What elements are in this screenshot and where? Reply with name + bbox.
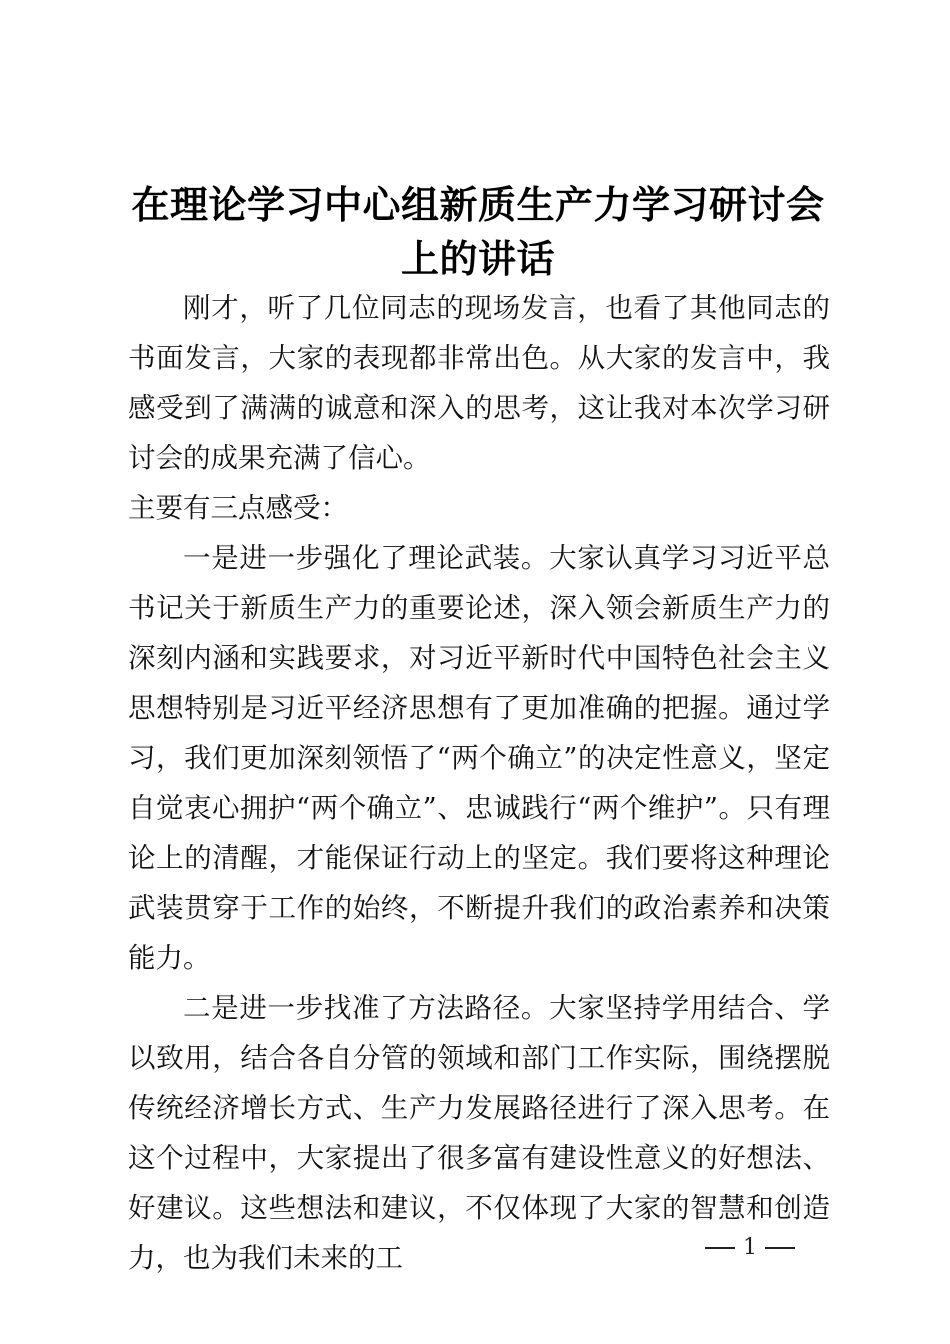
paragraph-point-one: 一是进一步强化了理论武装。大家认真学习习近平总书记关于新质生产力的重要论述，深入领会新质生产力的深刻内涵和实践要求，对习近平新时代中国特色社会主义思想特别是习近平经济思想有了更加准确的把握。通过学习，我们更加深刻领悟了“两个确立”的决定性意义，坚定自觉衷心拥护“两个确立”、忠诚践行“两个维护”。只有理论上的清醒，才能保证行动上的坚定。我们要将这种理论武装贯穿于工作的始终，不断提升我们的政治素养和决策能力。 [128, 542, 830, 974]
document-body [128, 283, 830, 1283]
page-number: 1 [743, 1235, 757, 1260]
paragraph-summary-intro: 主要有三点感受： [128, 492, 348, 524]
footer-dash-left [705, 1247, 735, 1249]
page-footer [600, 1235, 900, 1260]
document-title: 在理论学习中心组新质生产力学习研讨会上的讲话 [131, 182, 825, 281]
paragraph-opening: 刚才，听了几位同志的现场发言，也看了其他同志的书面发言，大家的表现都非常出色。从大家的发言中，我感受到了满满的诚意和深入的思考，这让我对本次学习研讨会的成果充满了信心。 [128, 292, 830, 474]
paragraph-point-two: 二是进一步找准了方法路径。大家坚持学用结合、学以致用，结合各自分管的领域和部门工作实际，围绕摆脱传统经济增长方式、生产力发展路径进行了深入思考。在这个过程中，大家提出了很多富有建设性意义的好想法、好建议。这些想法和建议，不仅体现了大家的智慧和创造力，也为我们未来的工 [128, 992, 830, 1274]
footer-dash-right [765, 1247, 795, 1249]
